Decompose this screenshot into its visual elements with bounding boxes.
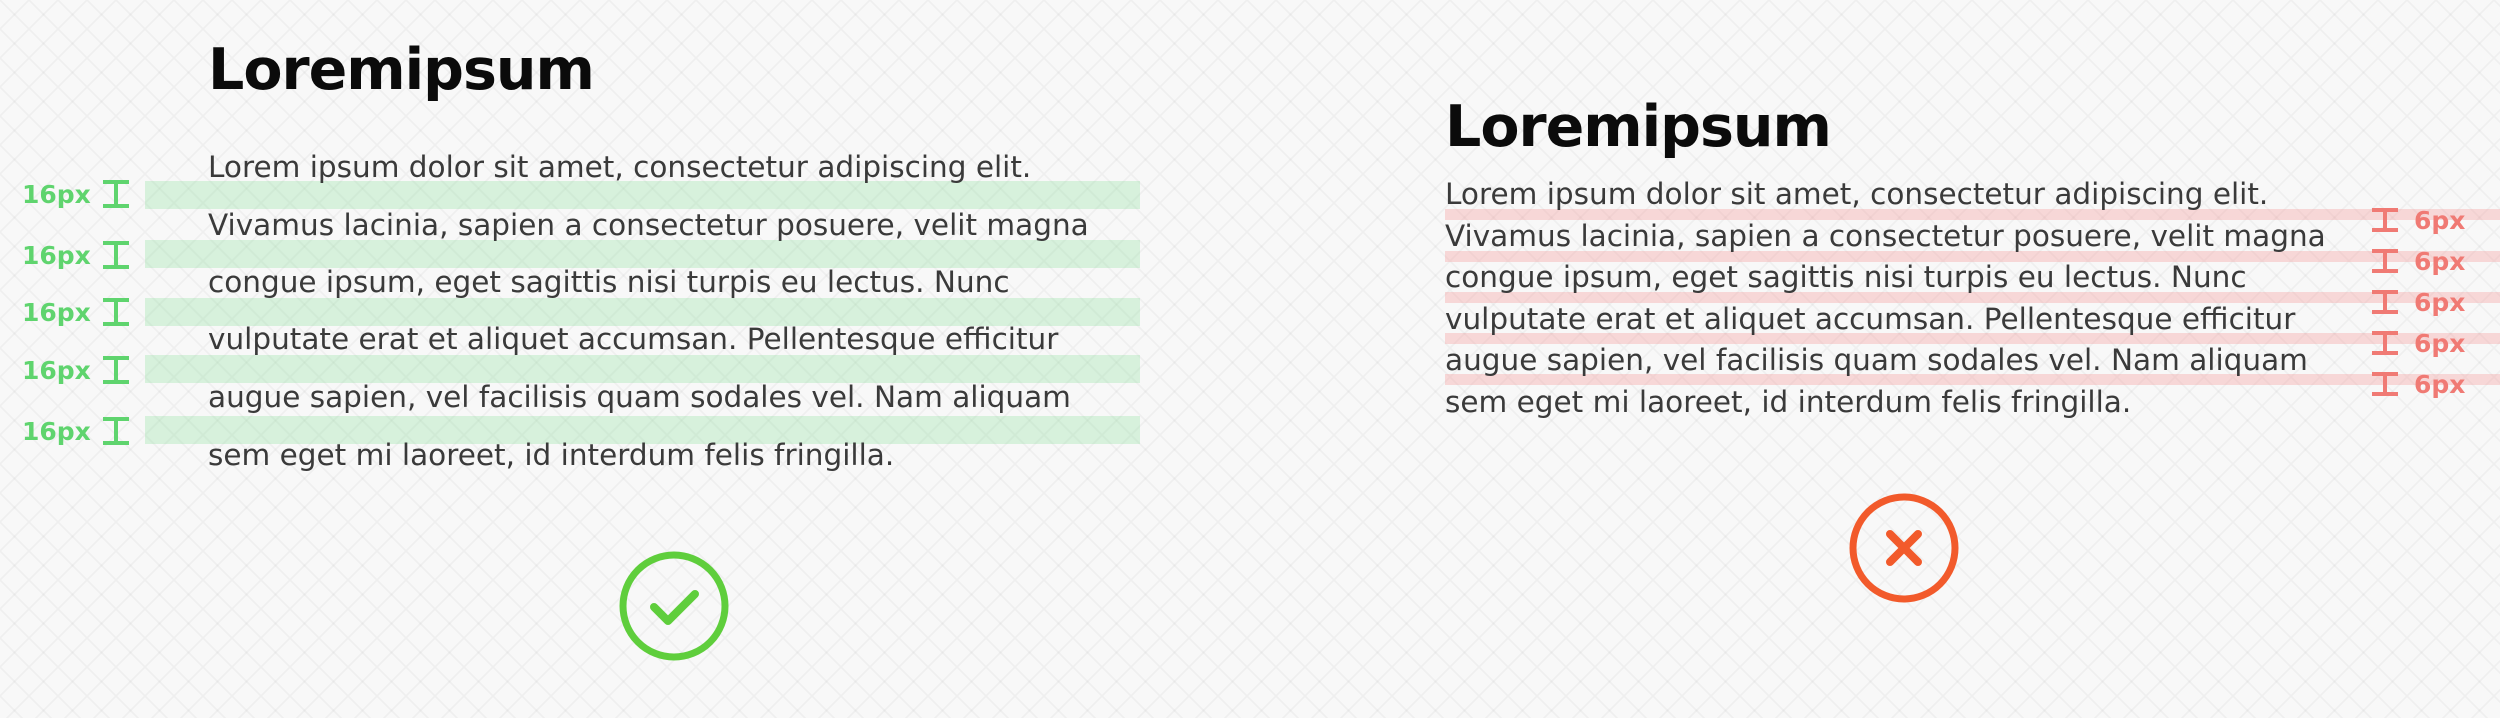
good-example-title: Loremipsum <box>208 37 594 103</box>
spacing-bracket-icon <box>101 297 131 327</box>
spacing-bracket-icon <box>2370 371 2400 397</box>
checkmark-icon <box>618 550 730 662</box>
line-spacing-marker <box>22 240 131 270</box>
spacing-bracket-icon <box>2370 248 2400 274</box>
spacing-label: 16px <box>22 416 91 446</box>
line-gap-highlight <box>145 181 1140 209</box>
body-text-line: congue ipsum, eget sagittis nisi turpis eu lectus. Nunc <box>1445 260 2247 294</box>
body-text-line: Vivamus lacinia, sapien a consectetur posuere, velit magna <box>208 208 1089 242</box>
spacing-bracket-icon <box>101 416 131 446</box>
body-text-line: Vivamus lacinia, sapien a consectetur posuere, velit magna <box>1445 219 2326 253</box>
body-text-line: Lorem ipsum dolor sit amet, consectetur adipiscing elit. <box>208 150 1032 184</box>
cross-icon <box>1848 492 1960 604</box>
line-spacing-marker <box>22 297 131 327</box>
bad-example-title: Loremipsum <box>1445 94 1831 160</box>
spacing-label: 6px <box>2414 369 2466 399</box>
spacing-bracket-icon <box>2370 289 2400 315</box>
spacing-bracket-icon <box>101 355 131 385</box>
spacing-label: 16px <box>22 297 91 327</box>
line-spacing-marker <box>2370 207 2465 233</box>
line-spacing-marker <box>22 179 131 209</box>
body-text-line: vulputate erat et aliquet accumsan. Pellentesque efficitur <box>208 322 1059 356</box>
line-spacing-marker <box>22 416 131 446</box>
spacing-bracket-icon <box>101 240 131 270</box>
body-text-line: congue ipsum, eget sagittis nisi turpis eu lectus. Nunc <box>208 265 1010 299</box>
line-gap-highlight <box>145 355 1140 383</box>
line-spacing-marker <box>2370 371 2465 397</box>
body-text-line: augue sapien, vel facilisis quam sodales vel. Nam aliquam <box>208 380 1071 414</box>
spacing-bracket-icon <box>2370 207 2400 233</box>
spacing-label: 16px <box>22 179 91 209</box>
spacing-label: 6px <box>2414 246 2466 276</box>
line-spacing-marker <box>2370 289 2465 315</box>
spacing-bracket-icon <box>2370 330 2400 356</box>
body-text-line: augue sapien, vel facilisis quam sodales vel. Nam aliquam <box>1445 343 2308 377</box>
body-text-line: Lorem ipsum dolor sit amet, consectetur adipiscing elit. <box>1445 177 2269 211</box>
spacing-label: 16px <box>22 240 91 270</box>
line-gap-highlight <box>145 240 1140 268</box>
spacing-label: 6px <box>2414 287 2466 317</box>
line-spacing-marker <box>2370 330 2465 356</box>
body-text-line: vulputate erat et aliquet accumsan. Pellentesque efficitur <box>1445 302 2296 336</box>
line-spacing-marker <box>22 355 131 385</box>
bad-example-panel <box>1250 0 2500 718</box>
spacing-label: 6px <box>2414 205 2466 235</box>
spacing-bracket-icon <box>101 179 131 209</box>
spacing-label: 16px <box>22 355 91 385</box>
body-text-line: sem eget mi laoreet, id interdum felis fringilla. <box>208 438 895 472</box>
line-spacing-marker <box>2370 248 2465 274</box>
body-text-line: sem eget mi laoreet, id interdum felis fringilla. <box>1445 385 2132 419</box>
spacing-label: 6px <box>2414 328 2466 358</box>
